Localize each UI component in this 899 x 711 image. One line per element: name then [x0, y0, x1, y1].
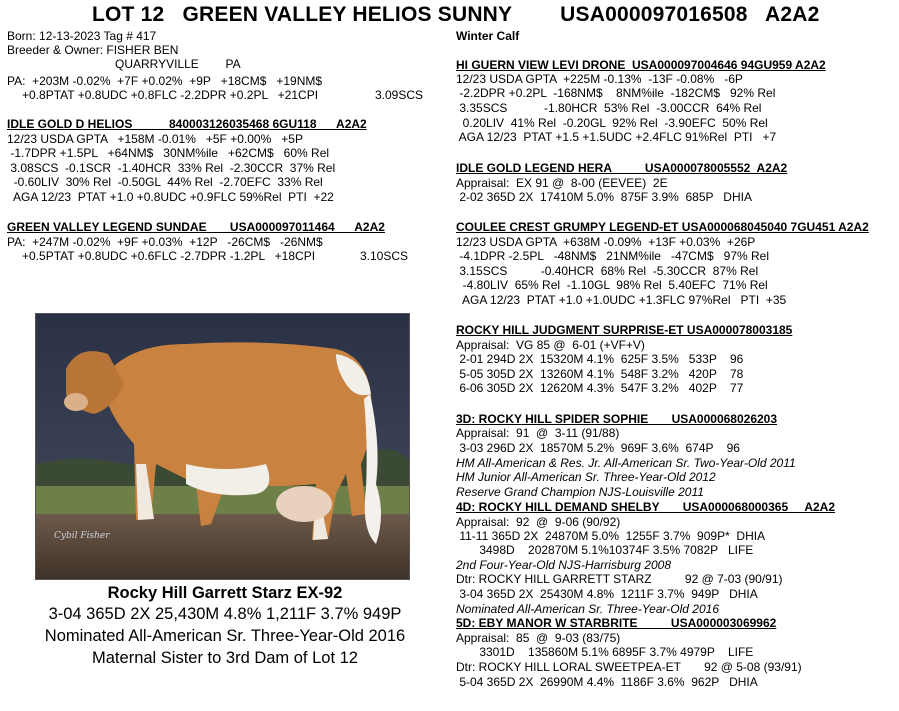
photo-credit: Cybil Fisher [54, 531, 110, 541]
s6-dtr-record: 3-04 365D 2X 25430M 4.8% 1211F 3.7% 949P DHIA [456, 587, 758, 601]
pa-scs: 3.09SCS [375, 88, 424, 102]
s7-line: Appraisal: 85 @ 9-03 (83/75) [456, 631, 621, 645]
s4-line: 5-05 305D 2X 13260M 4.1% 548F 3.2% 420P 78 [456, 367, 744, 381]
sire-line: -1.7DPR +1.5PL +64NM$ 30NM%ile +62CM$ 60% Rel [7, 146, 330, 160]
sire-line: 3.08SCS -0.1SCR -1.40HCR 33% Rel -2.30CCR 37% Rel [7, 161, 336, 175]
s6-honor: 2nd Four-Year-Old NJS-Harrisburg 2008 [456, 558, 671, 572]
sire-heading: IDLE GOLD D HELIOS 840003126035468 6GU118 A2A2 [7, 117, 367, 131]
s5-honor: Reserve Grand Champion NJS-Louisville 2011 [456, 485, 704, 499]
s6-line: Appraisal: 92 @ 9-06 (90/92) [456, 515, 621, 529]
s6-heading: 4D: ROCKY HILL DEMAND SHELBY USA000068000365 A2A2 [456, 500, 836, 514]
s5-honor: HM Junior All-American Sr. Three-Year-Old 2012 [456, 470, 716, 484]
caption-record: 3-04 365D 2X 25,430M 4.8% 1,211F 3.7% 949P [48, 605, 402, 623]
s1-line: 3.35SCS -1.80HCR 53% Rel -3.00CCR 64% Rel [456, 101, 762, 115]
s2-line: Appraisal: EX 91 @ 8-00 (EEVEE) 2E [456, 176, 668, 190]
lot-title: LOT 12 GREEN VALLEY HELIOS SUNNY USA000097016508 A2A2 [92, 3, 820, 26]
sire-line: -0.60LIV 30% Rel -0.50GL 44% Rel -2.70EFC 33% Rel [7, 175, 323, 189]
s2-heading: IDLE GOLD LEGEND HERA USA000078005552 A2A2 [456, 161, 788, 175]
breeder-line: Breeder & Owner: FISHER BEN [7, 43, 179, 57]
s1-heading: HI GUERN VIEW LEVI DRONE USA000097004646 94GU959 A2A2 [456, 58, 826, 72]
s6-line: 11-11 365D 2X 24870M 5.0% 1255F 3.7% 909P* DHIA [456, 529, 766, 543]
dam-heading: GREEN VALLEY LEGEND SUNDAE USA000097011464 A2A2 [7, 220, 385, 234]
s7-line: Dtr: ROCKY HILL LORAL SWEETPEA-ET 92 @ 5-08 (93/91) [456, 660, 802, 674]
s6-dtr: Dtr: ROCKY HILL GARRETT STARZ 92 @ 7-03 (90/91) [456, 572, 783, 586]
s3-line: -4.80LIV 65% Rel -1.10GL 98% Rel 5.40EFC 71% Rel [456, 278, 768, 292]
caption-note: Maternal Sister to 3rd Dam of Lot 12 [92, 649, 358, 667]
s1-line: -2.2DPR +0.2PL -168NM$ 8NM%ile -182CM$ 92% Rel [456, 86, 776, 100]
s4-line: 6-06 305D 2X 12620M 4.3% 547F 3.2% 402P 77 [456, 381, 744, 395]
caption-award: Nominated All-American Sr. Three-Year-Old 2016 [44, 627, 406, 645]
dam-pa-line-1: PA: +247M -0.02% +9F +0.03% +12P -26CM$ -26NM$ [7, 235, 323, 249]
pa-line-1: PA: +203M -0.02% +7F +0.02% +9P +18CM$ +19NM$ [7, 74, 323, 88]
s3-line: 12/23 USDA GPTA +638M -0.09% +13F +0.03% +26P [456, 235, 756, 249]
born-line: Born: 12-13-2023 Tag # 417 [7, 29, 157, 43]
s5-honor: HM All-American & Res. Jr. All-American Sr. Two-Year-Old 2011 [456, 456, 796, 470]
s6-honor: Nominated All-American Sr. Three-Year-Old 2016 [456, 602, 720, 616]
s7-line: 5-04 365D 2X 26990M 4.4% 1186F 3.6% 962P DHIA [456, 675, 758, 689]
sire-line: 12/23 USDA GPTA +158M -0.01% +5F +0.00% +5P [7, 132, 303, 146]
s5-line: Appraisal: 91 @ 3-11 (91/88) [456, 426, 620, 440]
s7-heading: 5D: EBY MANOR W STARBRITE USA000003069962 [456, 616, 777, 630]
s4-line: 2-01 294D 2X 15320M 4.1% 625F 3.5% 533P 96 [456, 352, 744, 366]
sire-line: AGA 12/23 PTAT +1.0 +0.8UDC +0.9FLC 59%Rel PTI +22 [7, 190, 334, 204]
pa-line-2: +0.8PTAT +0.8UDC +0.8FLC -2.2DPR +0.2PL +21CPI [22, 88, 319, 102]
dam-pa-line-2: +0.5PTAT +0.8UDC +0.6FLC -2.7DPR -1.2PL +18CPI [22, 249, 316, 263]
s3-heading: COULEE CREST GRUMPY LEGEND-ET USA000068045040 7GU451 A2A2 [456, 220, 869, 234]
caption-name: Rocky Hill Garrett Starz EX-92 [107, 584, 343, 602]
s3-line: -4.1DPR -2.5PL -48NM$ 21NM%ile -47CM$ 97% Rel [456, 249, 770, 263]
s7-line: 3301D 135860M 5.1% 6895F 3.7% 4979P LIFE [456, 645, 754, 659]
city-line: QUARRYVILLE PA [115, 57, 241, 71]
winter-calf: Winter Calf [456, 29, 520, 43]
s2-line: 2-02 365D 2X 17410M 5.0% 875F 3.9% 685P DHIA [456, 190, 752, 204]
s5-heading: 3D: ROCKY HILL SPIDER SOPHIE USA000068026203 [456, 412, 778, 426]
s5-line: 3-03 296D 2X 18570M 5.2% 969F 3.6% 674P 96 [456, 441, 740, 455]
s1-line: AGA 12/23 PTAT +1.5 +1.5UDC +2.4FLC 91%Rel PTI +7 [456, 130, 777, 144]
s4-line: Appraisal: VG 85 @ 6-01 (+VF+V) [456, 338, 645, 352]
s4-heading: ROCKY HILL JUDGMENT SURPRISE-ET USA000078003185 [456, 323, 793, 337]
dam-scs: 3.10SCS [360, 249, 409, 263]
s1-line: 0.20LIV 41% Rel -0.20GL 92% Rel -3.90EFC 50% Rel [456, 116, 768, 130]
s3-line: AGA 12/23 PTAT +1.0 +1.0UDC +1.3FLC 97%Rel PTI +35 [456, 293, 787, 307]
cow-photo [35, 313, 410, 580]
s1-line: 12/23 USDA GPTA +225M -0.13% -13F -0.08% -6P [456, 72, 743, 86]
s6-line: 3498D 202870M 5.1%10374F 3.5% 7082P LIFE [456, 543, 754, 557]
s3-line: 3.15SCS -0.40HCR 68% Rel -5.30CCR 87% Rel [456, 264, 759, 278]
